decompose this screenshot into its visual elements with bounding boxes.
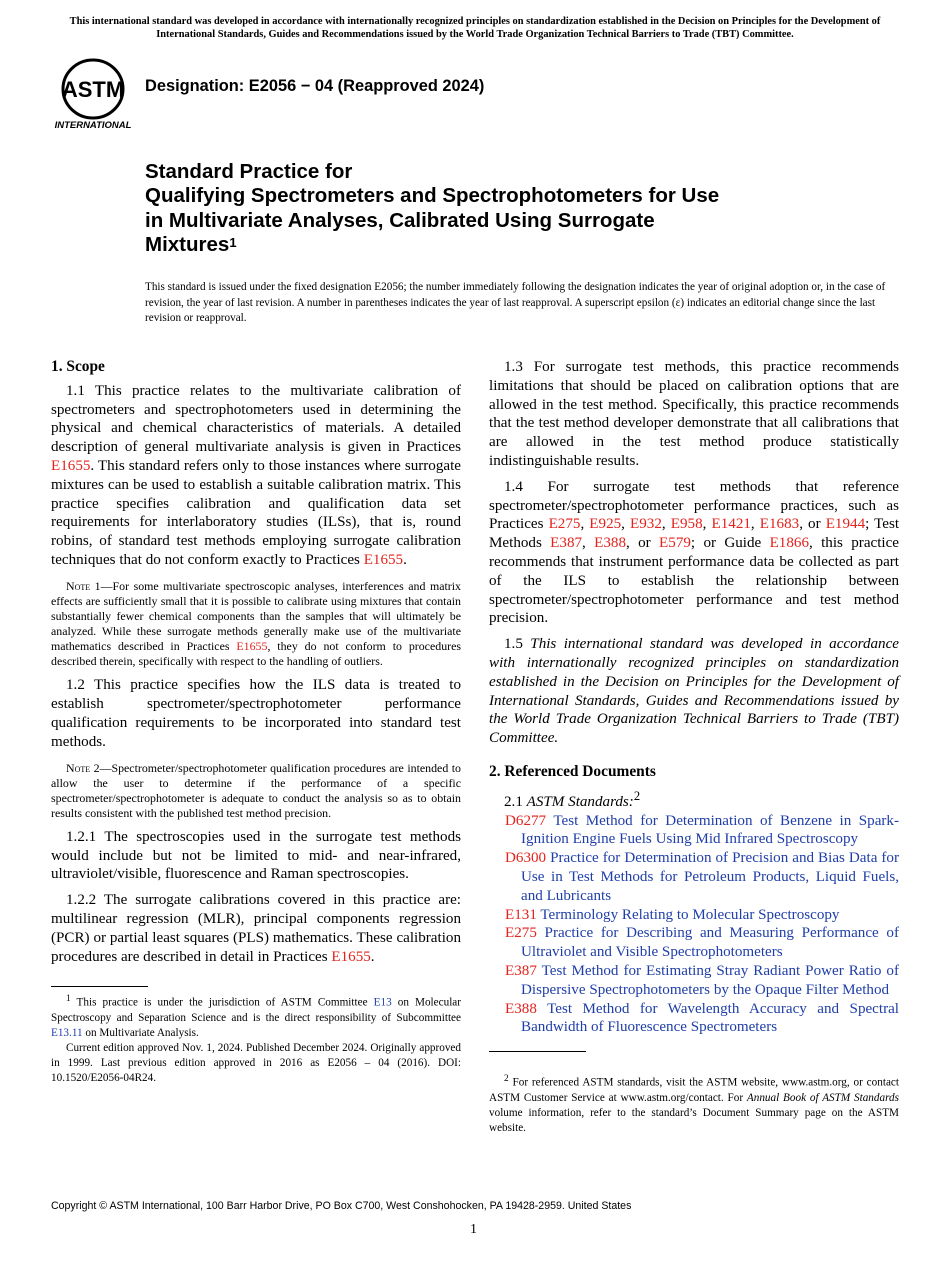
footnote-rule: [51, 986, 148, 987]
link-e579[interactable]: E579: [659, 535, 691, 552]
link-e1655[interactable]: E1655: [51, 457, 91, 474]
link-e387[interactable]: E387: [550, 535, 583, 552]
title-line-3: in Multivariate Analyses, Calibrated Using Surrogate: [145, 208, 655, 232]
link-e958[interactable]: E958: [670, 516, 703, 533]
title-line-4: [145, 233, 845, 257]
astm-logo-icon: [52, 56, 134, 132]
refdocs-heading: 2. Referenced Documents: [489, 762, 656, 780]
link-e1655[interactable]: E1655: [363, 551, 404, 568]
title-footnote-ref[interactable]: 1: [229, 234, 237, 250]
title-line-4-text: Mixtures: [145, 232, 230, 256]
link-e925[interactable]: E925: [589, 516, 622, 533]
note-2: Note 2—Spectrometer/spectrophotometer qualification procedures are intended to allow the user to determine if the performance of a specific spectrometer/spectrophotometer is adequate to conduct the analysis so as to obtain results consistent with the published test method precision.: [51, 760, 461, 820]
footnote-rule: [489, 1051, 586, 1052]
ref-item[interactable]: E388 Test Method for Wavelength Accuracy and Spectral Bandwidth of Fluorescence Spectrometers: [505, 1000, 899, 1036]
logo-subtext: INTERNATIONAL: [54, 120, 132, 131]
logo-text: ASTM: [61, 77, 125, 102]
footnote-1: $^1$ This practice is under the jurisdiction of ASTM Committee E13 on Molecular Spectroscopy and Separation Science and is the direct responsibility of Subcommittee E13.11 on Multivariate Analysis.: [51, 994, 461, 1040]
ref-item[interactable]: E387 Test Method for Estimating Stray Radiant Power Ratio of Dispersive Spectrophotometers by the Opaque Filter Method: [505, 962, 899, 998]
para-1-2-1: 1.2.1 The spectroscopies used in the surrogate test methods would include but not be limited to mid- and near-infrared, ultraviolet/visible, fluorescence and Raman spectroscopies.: [51, 828, 461, 883]
para-1-1: 1.1 This practice relates to the multivariate calibration of spectrometers and spectrophotometers used in determining the physical and chemical characteristics of materials. A detailed description of general multivariate analysis is given in Practices E1655. This standard refers only to those instances where surrogate mixtures can be used to establish a suitable calibration matrix. This practice specifies calibration and qualification data set requirements for interlaboratory studies (ILSs), that is, round robins, of standard test methods employing surrogate calibration techniques that do not conform exactly to Practices E1655.: [51, 382, 461, 568]
link-e1655[interactable]: E1655: [331, 948, 371, 965]
link-e1683[interactable]: E1683: [759, 516, 800, 533]
scope-heading: 1. Scope: [51, 358, 105, 375]
link-e13-11[interactable]: E13.11: [51, 1027, 83, 1040]
copyright-footer: Copyright © ASTM International, 100 Barr Harbor Drive, PO Box C700, West Conshohocken, PA 19428-2959. United States: [51, 1200, 632, 1212]
note-1: Note 1—For some multivariate spectroscopic analyses, interferences and matrix effects are sufficiently small that it is possible to calibrate using mixtures that contain substantially fewer chemical components than the samples that will ultimately be analyzed. While these surrogate methods generally make use of the multivariate mathematics described in Practices E1655, they do not conform to procedures described therein, specifically with respect to the handling of outliers.: [51, 578, 461, 669]
reference-list: [489, 812, 899, 1038]
para-1-2: 1.2 This practice specifies how the ILS data is treated to establish spectrometer/spectrophotometer performance qualification requirements to be incorporated into standard test methods.: [51, 677, 461, 750]
link-e932[interactable]: E932: [630, 516, 662, 533]
link-e1944[interactable]: E1944: [825, 516, 866, 533]
title-line-1: Standard Practice for: [145, 160, 353, 183]
link-e1866[interactable]: E1866: [769, 535, 809, 552]
top-notice: This international standard was developed in accordance with internationally recognized principles on standardization established in the Decision on Principles for the Development of International Standards, Guides and Recommendations issued by the World Trade Organization Technical Barriers to Trade (TBT) Committee.: [69, 16, 881, 40]
footnote-2: $^2$ For referenced ASTM standards, visit the ASTM website, www.astm.org, or contact ASTM Customer Service at www.astm.org/contact. For Annual Book of ASTM Standards volume information, refer to the standard’s Document Summary page on the ASTM website.: [489, 1074, 899, 1134]
ref-item[interactable]: E131 Terminology Relating to Molecular Spectroscopy: [505, 906, 840, 923]
link-e1421[interactable]: E1421: [711, 516, 751, 533]
para-1-4: 1.4 For surrogate test methods that reference spectrometer/spectrophotometer performance practices, such as Practices E275, E925, E932, E958, E1421, E1683, or E1944; Test Methods E387, E388, or E579; or Guide E1866, this practice recommends that instrument performance data be collected as part of the ILS to establish the relationship between spectrometer/spectrophotometer performance and test method precision.: [489, 478, 900, 627]
para-2-1: 2.1 ASTM Standards:$^2$: [504, 788, 641, 810]
designation: Designation: E2056 − 04 (Reapproved 2024): [145, 77, 485, 95]
document-title: [145, 160, 845, 257]
para-1-2-2: 1.2.2 The surrogate calibrations covered in this practice are: multilinear regression (MLR), principal components regression (PCR) or partial least squares (PLS) mathematics. These calibration procedures are described in detail in Practices E1655.: [51, 892, 461, 965]
astm-logo: [52, 56, 134, 132]
footnote-1-edition: Current edition approved Nov. 1, 2024. Published December 2024. Originally approved in 1999. Last previous edition approved in 2016 as E2056 – 04 (2016). DOI: 10.1520/E2056-04R24.: [51, 1041, 461, 1084]
link-e275[interactable]: E275: [548, 516, 581, 533]
para-1-3: 1.3 For surrogate test methods, this practice recommends limitations that should be placed on calibration options that are allowed in the test method. Specifically, this practice recommends that the test method developer demonstrate that all calibrations that are allowed in the test method produce statistically indistinguishable results.: [489, 359, 899, 469]
right-column: [489, 358, 899, 1135]
left-column: [51, 358, 461, 1086]
title-line-2: Qualifying Spectrometers and Spectrophotometers for Use: [145, 184, 720, 208]
link-e388[interactable]: E388: [594, 535, 627, 552]
link-e1655[interactable]: E1655: [236, 639, 268, 654]
ref-item[interactable]: E275 Practice for Describing and Measuring Performance of Ultraviolet and Visible Spectrophotometers: [505, 925, 899, 961]
ref-item[interactable]: D6277 Test Method for Determination of Benzene in Spark-Ignition Engine Fuels Using Mid Infrared Spectroscopy: [505, 812, 899, 848]
issuance-note: This standard is issued under the fixed designation E2056; the number immediately following the designation indicates the year of original adoption or, in the case of revision, the year of last revision. A number in parentheses indicates the year of last reapproval. A superscript epsilon (ε) indicates an editorial change since the last revision or reapproval.: [145, 281, 886, 324]
page-number: 1: [470, 1222, 477, 1237]
para-1-5: 1.5 This international standard was developed in accordance with internationally recognized principles on standardization established in the Decision on Principles for the Development of International Standards, Guides and Recommendations issued by the World Trade Organization Technical Barriers to Trade (TBT) Committee.: [489, 636, 900, 747]
link-e13[interactable]: E13: [373, 997, 392, 1010]
ref-item[interactable]: D6300 Practice for Determination of Precision and Bias Data for Use in Test Methods for Petroleum Products, Liquid Fuels, and Lubricants: [505, 850, 899, 904]
